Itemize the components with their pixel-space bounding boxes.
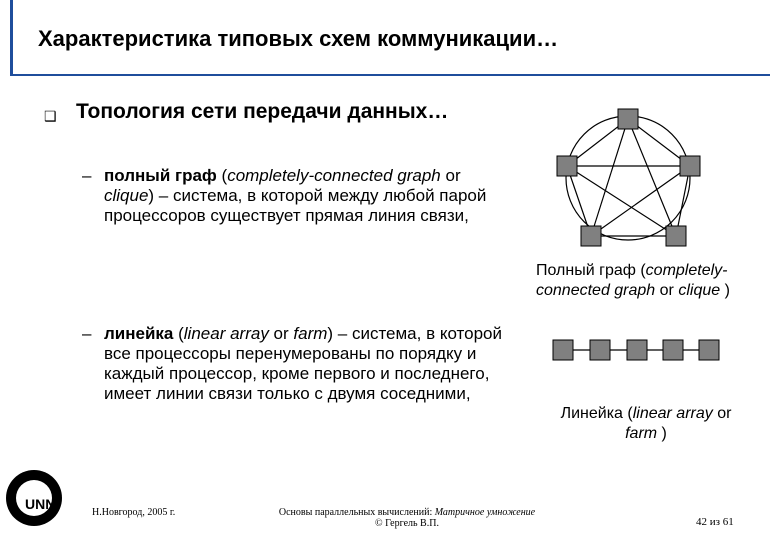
text-part: or (440, 166, 461, 185)
section-heading: Топология сети передачи данных… (76, 100, 449, 123)
footer-text: Основы параллельных вычислений: (278, 507, 435, 518)
text-part: ( (216, 166, 228, 185)
checkbox-bullet-icon: ❑ (44, 108, 57, 124)
graph-node (581, 226, 601, 246)
page-title: Характеристика типовых схем коммуникации… (38, 26, 559, 51)
footer-location: Н.Новгород, 2005 г. (92, 507, 176, 518)
complete-graph-caption (536, 261, 772, 301)
term-bold: линейка (104, 324, 174, 343)
footer-page-number: 42 из 61 (696, 516, 734, 528)
unn-logo (6, 470, 62, 526)
graph-node (618, 109, 638, 129)
array-node (590, 340, 610, 360)
caption-text: Полный граф ( (536, 262, 646, 279)
text-part: or (268, 324, 294, 343)
array-node (663, 340, 683, 360)
linear-array-caption (546, 404, 746, 444)
caption-italic: farm (625, 425, 658, 442)
text-part: ( (173, 324, 184, 343)
logo-inner (16, 480, 56, 516)
graph-edges (567, 119, 690, 236)
footer-course (262, 507, 552, 529)
caption-italic: connected graph (536, 282, 656, 299)
array-node (553, 340, 573, 360)
text-part: ) – система, в которой между любой парой процессоров существует прямая линия связи, (104, 186, 487, 225)
footer-italic: Матричное умножение (434, 507, 536, 518)
caption-italic: linear array (632, 405, 713, 422)
term-italic: completely-connected graph (227, 166, 441, 185)
graph-node (557, 156, 577, 176)
caption-text: or (712, 405, 732, 422)
caption-text: Линейка ( (560, 405, 633, 422)
term-italic: linear array (183, 324, 269, 343)
term-bold: полный граф (104, 166, 217, 185)
array-node (627, 340, 647, 360)
graph-node (680, 156, 700, 176)
caption-text: or (655, 282, 679, 299)
caption-text: ) (657, 425, 667, 442)
item-dash: – (82, 166, 92, 185)
text-part: ) – система, в которой все процессоры перенумерованы по порядку и каждый процессор, кроме первого и последнего, имеет линии связи только с двумя соседними, (104, 324, 503, 403)
term-italic: farm (293, 324, 328, 343)
graph-node (666, 226, 686, 246)
caption-italic: clique (678, 282, 721, 299)
item-dash: – (82, 324, 92, 343)
footer-author: © Гергель В.П. (375, 518, 439, 529)
array-node (699, 340, 719, 360)
complete-graph-diagram (557, 109, 700, 246)
linear-array-diagram (553, 340, 719, 360)
logo-text: UNN (25, 496, 56, 512)
term-italic: clique (104, 186, 149, 205)
caption-italic: completely- (645, 262, 728, 279)
caption-text: ) (720, 282, 730, 299)
